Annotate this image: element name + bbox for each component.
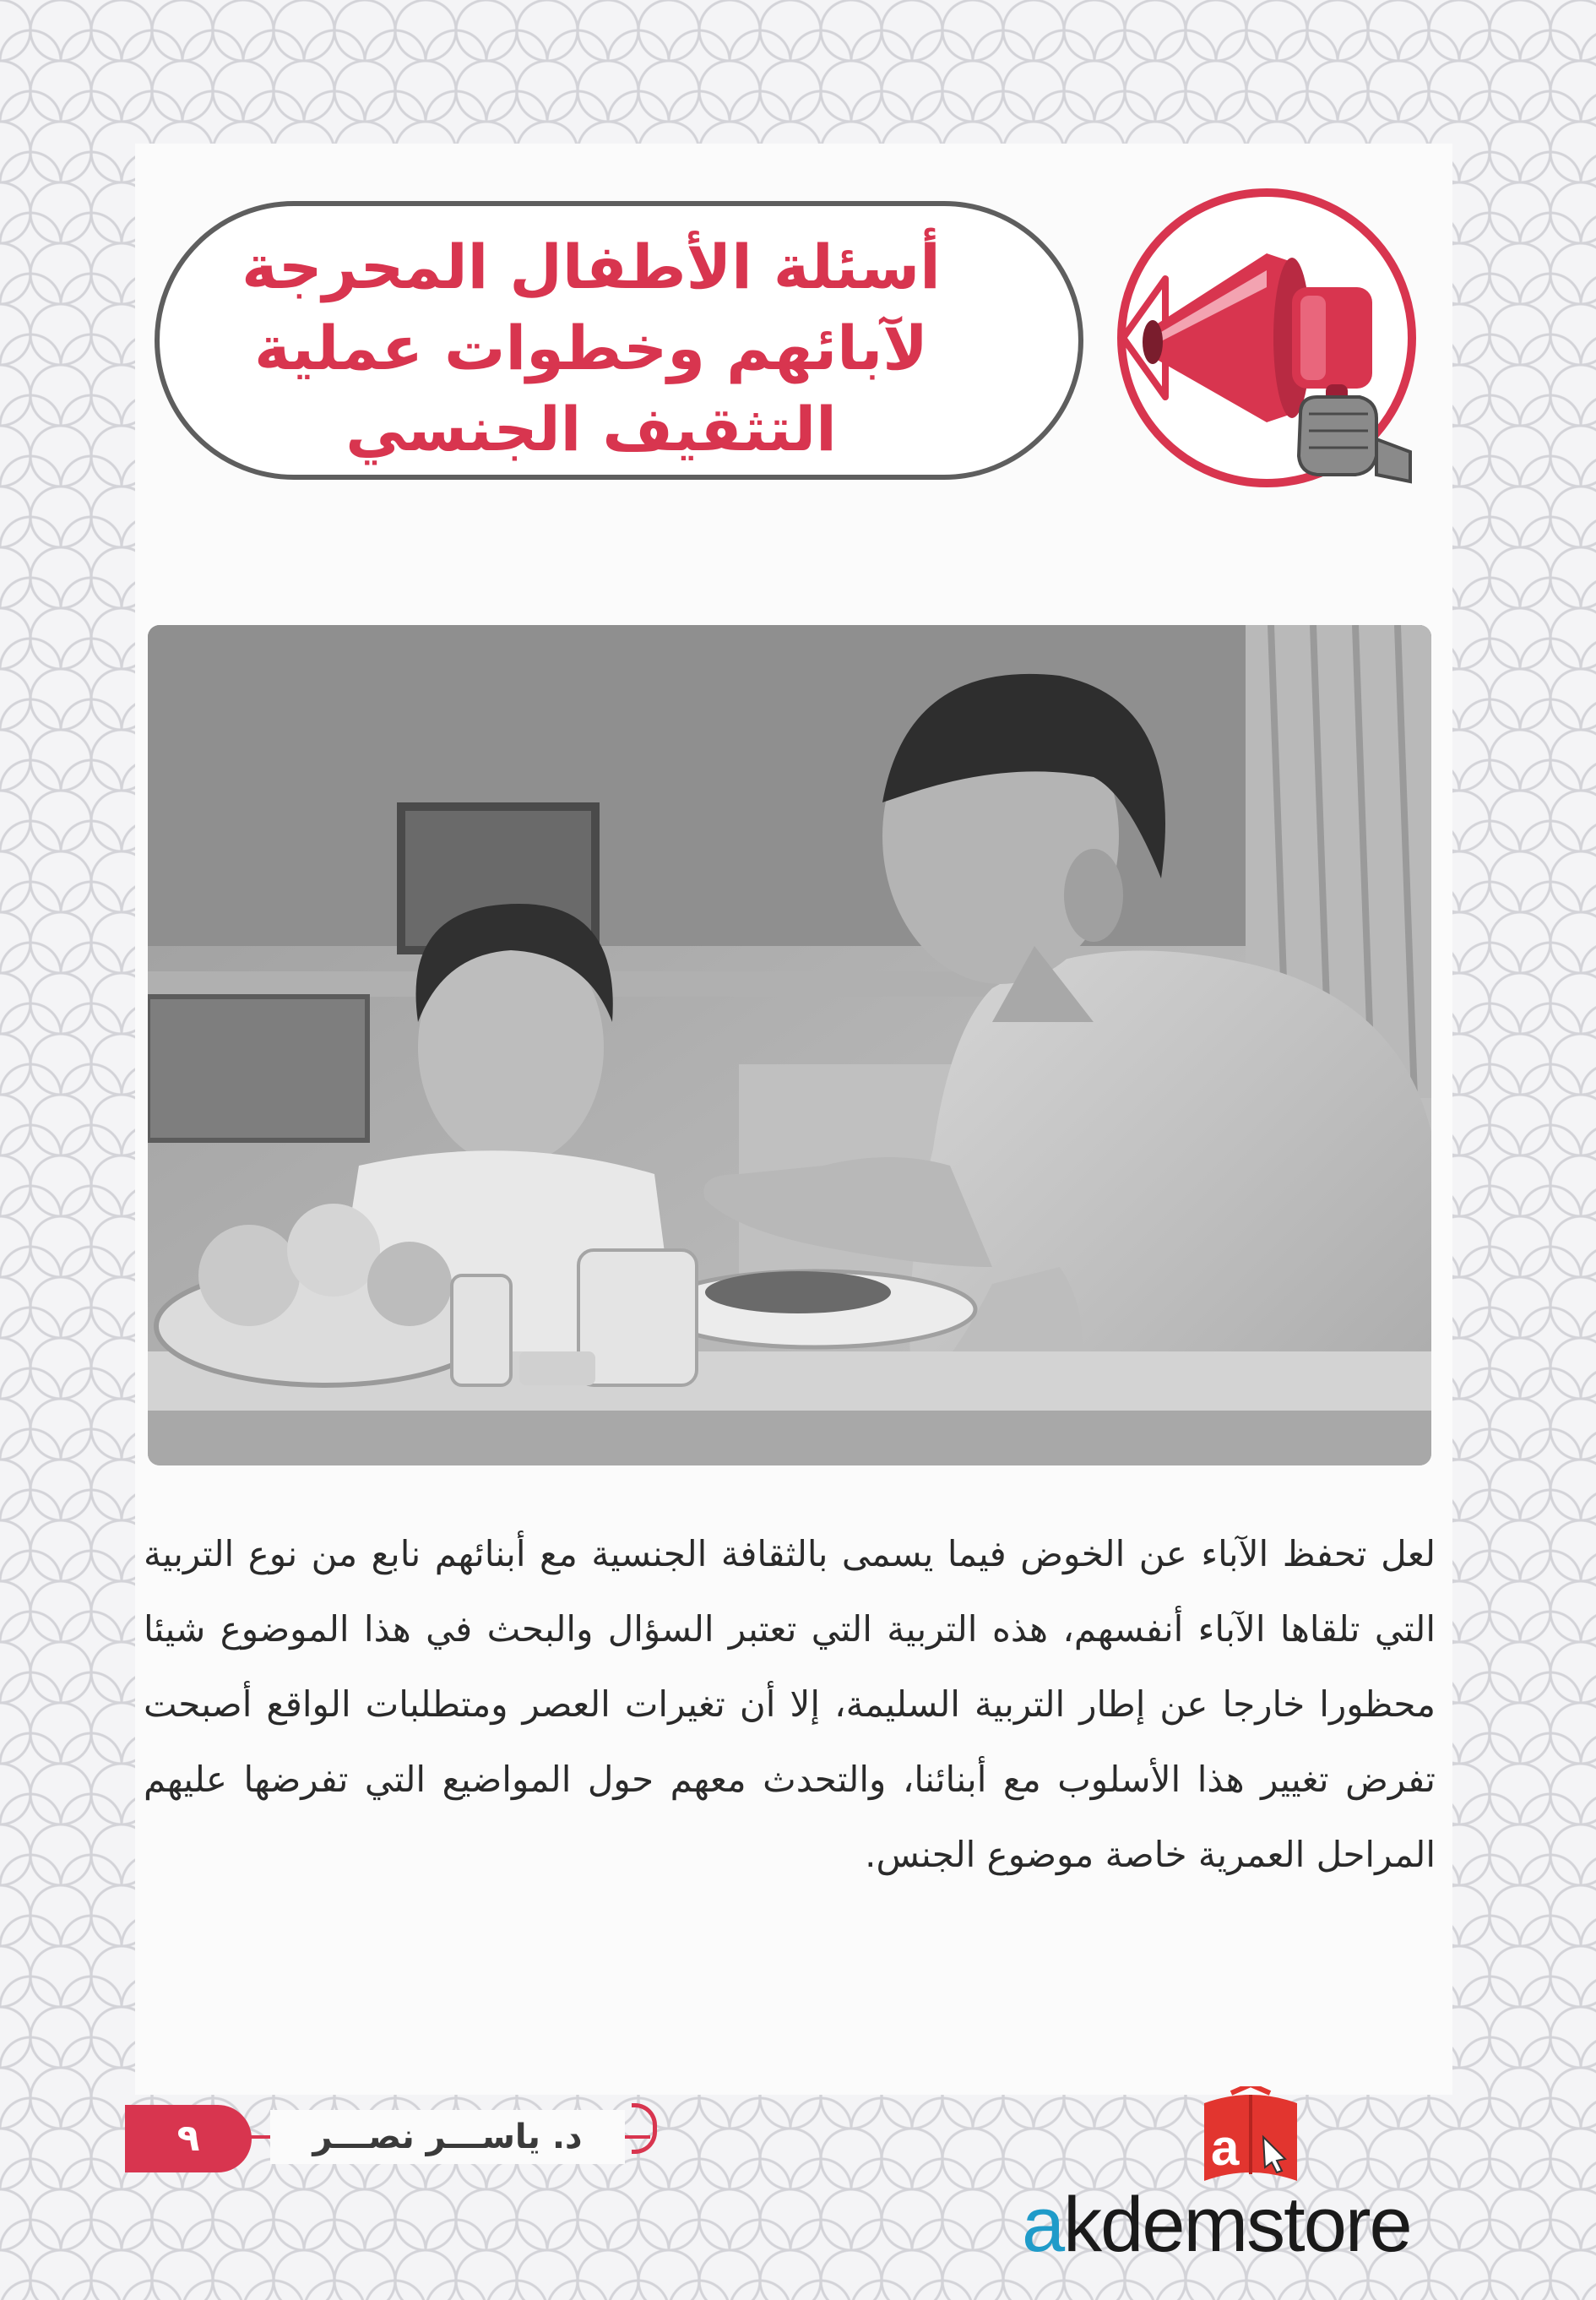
page-title — [203, 226, 980, 470]
megaphone-icon — [1013, 160, 1452, 515]
author-name: د. ياســـر نصـــر — [270, 2110, 625, 2164]
page-number: ٩ — [125, 2105, 252, 2172]
title-line-1: أسئلة الأطفال المحرجة — [242, 231, 941, 302]
footer-ornament — [632, 2103, 657, 2154]
book-letter: a — [1211, 2119, 1240, 2176]
brand-prefix: a — [1022, 2182, 1064, 2268]
title-line-3: التثقيف الجنسي — [345, 394, 837, 465]
body-paragraph: لعل تحفظ الآباء عن الخوض فيما يسمى بالثقافة الجنسية مع أبنائهم نابع من نوع التربية التي تلقاها الآباء أنفسهم، هذه التربية التي تعتبر السؤال والبحث في هذا الموضوع شيئا محظورا خارجا عن إطار التربية السليمة، إلا أن تغيرات العصر ومتطلبات الواقع أصبحت تفرض تغيير هذا الأسلوب مع أبنائنا، والتحدث معهم حول المواضيع التي تفرضها عليهم المراحل العمرية خاصة موضوع الجنس. — [144, 1533, 1436, 1875]
akdemstore-logo[interactable] — [1022, 2086, 1478, 2272]
title-line-2: لآبائهم وخطوات عملية — [254, 313, 928, 383]
brand-rest: kdemstore — [1063, 2182, 1411, 2268]
brand-wordmark — [1022, 2181, 1478, 2270]
father-son-photo — [148, 625, 1431, 1465]
